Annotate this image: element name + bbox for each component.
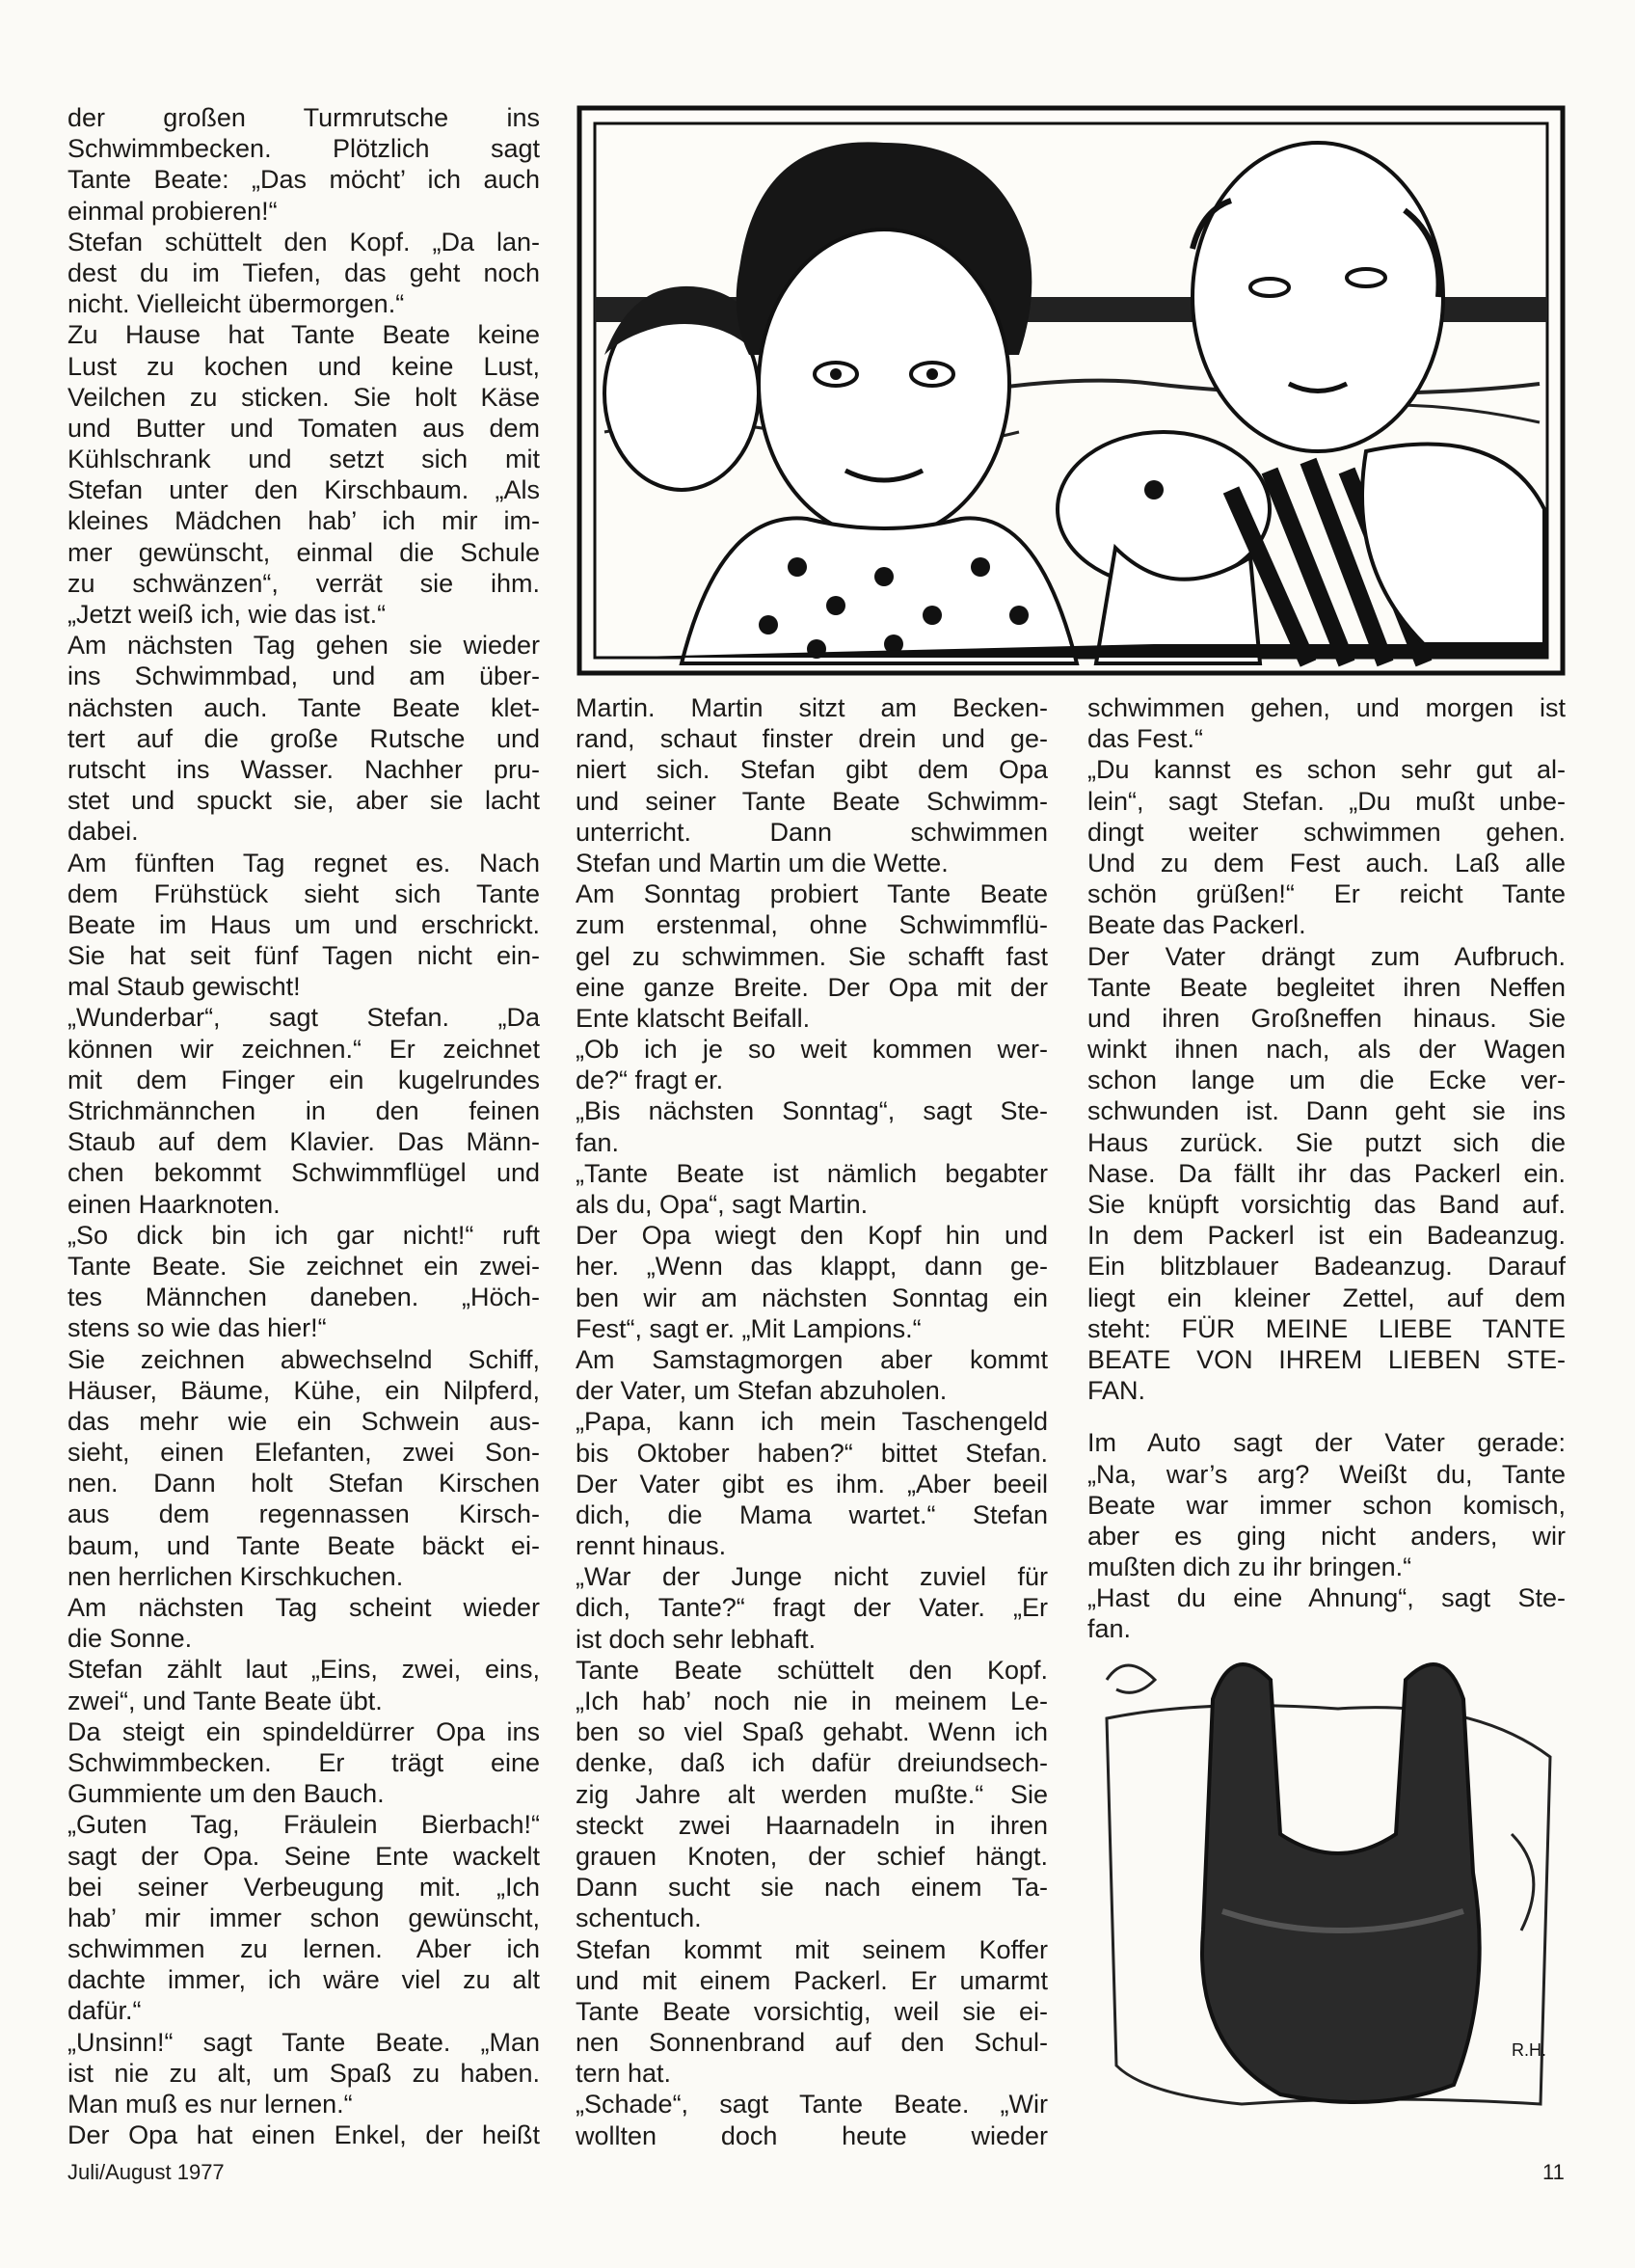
- paragraph: [67, 2027, 540, 2120]
- text-line: Der Opa hat einen Enkel, der heißt: [67, 2120, 540, 2150]
- text-line: Tante Beate vorsichtig, weil sie ei-: [576, 1996, 1048, 2026]
- text-line: Tante Beate: „Das möcht’ ich auch: [67, 165, 540, 195]
- text-line: fan.: [1087, 1614, 1132, 1644]
- text-line: sieht, einen Elefanten, zwei Son-: [67, 1438, 540, 1468]
- text-line: nicht. Vielleicht übermorgen.“: [67, 289, 405, 319]
- text-line: ben so viel Spaß gehabt. Wenn ich: [576, 1717, 1048, 1747]
- text-line: winkt ihnen nach, als der Wagen: [1087, 1035, 1566, 1065]
- text-line: Der Opa wiegt den Kopf hin und: [576, 1221, 1048, 1251]
- footer-issue-date: Juli/August 1977: [67, 2160, 225, 2184]
- paragraph: [1087, 1582, 1566, 1644]
- text-line: der Vater, um Stefan abzuholen.: [576, 1376, 948, 1406]
- text-line: dabei.: [67, 817, 139, 847]
- text-line: Tante Beate begleitet ihren Neffen: [1087, 972, 1566, 1002]
- text-line: Am nächsten Tag gehen sie wieder: [67, 631, 540, 661]
- paragraph: [576, 1655, 1048, 1934]
- text-line: Der Vater drängt zum Aufbruch.: [1087, 941, 1566, 971]
- text-line: zu schwänzen“, verrät sie ihm.: [67, 568, 540, 598]
- text-column-2: [576, 692, 1048, 2151]
- text-line: Am fünften Tag regnet es. Nach: [67, 848, 540, 878]
- text-line: Ein blitzblauer Badeanzug. Darauf: [1087, 1252, 1566, 1282]
- text-line: aber es ging nicht anders, wir: [1087, 1521, 1566, 1551]
- paragraph: [576, 1095, 1048, 1157]
- text-line: Beate im Haus um und erschrickt.: [67, 909, 540, 939]
- text-line: Tante Beate schüttelt den Kopf.: [576, 1655, 1048, 1685]
- text-line: das Fest.“: [1087, 724, 1204, 754]
- text-line: sagt der Opa. Seine Ente wackelt: [67, 1841, 540, 1871]
- text-line: schon lange um die Ecke ver-: [1087, 1066, 1566, 1095]
- text-line: rennt hinaus.: [576, 1531, 727, 1561]
- text-line: Dann sucht sie nach einem Ta-: [576, 1873, 1048, 1903]
- paragraph: [67, 1220, 540, 1344]
- paragraph: [67, 319, 540, 630]
- artist-signature: R.H.: [1512, 2040, 1546, 2060]
- paragraph: [576, 1034, 1048, 1095]
- text-line: steht: FÜR MEINE LIEBE TANTE: [1087, 1313, 1566, 1343]
- text-line: „So dick bin ich gar nicht!“ ruft: [67, 1220, 540, 1250]
- text-line: Man muß es nur lernen.“: [67, 2090, 353, 2119]
- text-line: baum, und Tante Beate bäckt ei-: [67, 1530, 540, 1560]
- text-line: Sie hat seit fünf Tagen nicht ein-: [67, 941, 540, 971]
- illustration-family-swimming: [576, 104, 1567, 677]
- text-line: stens so wie das hier!“: [67, 1313, 327, 1343]
- text-line: der großen Turmrutsche ins: [67, 103, 540, 132]
- text-line: hab’ mir immer schon gewünscht,: [67, 1903, 540, 1932]
- text-line: Stefan und Martin um die Wette.: [576, 848, 949, 878]
- text-line: das mehr wie ein Schwein aus-: [67, 1406, 540, 1436]
- text-line: dafür.“: [67, 1996, 142, 2026]
- text-line: denke, daß ich dafür dreiundsech-: [576, 1748, 1048, 1778]
- text-line: Lust zu kochen und keine Lust,: [67, 351, 540, 381]
- text-line: und mit einem Packerl. Er umarmt: [576, 1965, 1048, 1995]
- text-line: „War der Junge nicht zuviel für: [576, 1562, 1048, 1592]
- text-line: Ente klatscht Beifall.: [576, 1003, 811, 1033]
- text-line: dem Frühstück sieht sich Tante: [67, 878, 540, 908]
- illustration-swimsuit: [1087, 1641, 1567, 2123]
- text-line: einmal probieren!“: [67, 196, 278, 226]
- paragraph: [67, 630, 540, 847]
- paragraph: [576, 692, 1048, 878]
- page-number: 11: [1542, 2160, 1565, 2184]
- text-line: gel zu schwimmen. Sie schafft fast: [576, 941, 1048, 971]
- text-line: tern hat.: [576, 2059, 672, 2089]
- paragraph: [576, 1344, 1048, 1406]
- paragraph: [1087, 941, 1566, 1407]
- text-line: „Wunderbar“, sagt Stefan. „Da: [67, 1003, 540, 1033]
- text-line: Am Sonntag probiert Tante Beate: [576, 879, 1048, 909]
- text-line: niert sich. Stefan gibt dem Opa: [576, 755, 1048, 785]
- text-line: kleines Mädchen hab’ ich mir im-: [67, 506, 540, 536]
- text-line: schentuch.: [576, 1904, 702, 1933]
- text-line: ben wir am nächsten Sonntag ein: [576, 1282, 1048, 1312]
- text-line: dachte immer, ich wäre viel zu alt: [67, 1965, 540, 1995]
- text-line: nächsten auch. Tante Beate klet-: [67, 692, 540, 722]
- text-line: liegt ein kleiner Zettel, auf dem: [1087, 1282, 1566, 1312]
- text-line: „Na, war’s arg? Weißt du, Tante: [1087, 1459, 1566, 1489]
- text-column-3: [1087, 692, 1566, 1645]
- text-line: ist nie zu alt, um Spaß zu haben.: [67, 2058, 540, 2088]
- text-line: rand, schaut finster drein und ge-: [576, 724, 1048, 754]
- paragraph: [1087, 1427, 1566, 1582]
- text-line: und ihren Großneffen hinaus. Sie: [1087, 1003, 1566, 1033]
- paragraph: [67, 1716, 540, 1810]
- paragraph: [576, 878, 1048, 1034]
- text-line: mit dem Finger ein kugelrundes: [67, 1065, 540, 1094]
- text-line: BEATE VON IHREM LIEBEN STE-: [1087, 1344, 1566, 1374]
- text-line: Nase. Da fällt ihr das Packerl ein.: [1087, 1158, 1566, 1188]
- text-line: In dem Packerl ist ein Badeanzug.: [1087, 1221, 1566, 1251]
- text-line: fan.: [576, 1127, 620, 1157]
- text-line: „Guten Tag, Fräulein Bierbach!“: [67, 1810, 540, 1840]
- paragraph: [67, 1344, 540, 1593]
- paragraph: [576, 1220, 1048, 1344]
- paragraph: [67, 227, 540, 320]
- text-line: Schwimmbecken. Plötzlich sagt: [67, 134, 540, 164]
- text-line: ist doch sehr lebhaft.: [576, 1624, 817, 1654]
- text-line: zig Jahre alt werden mußte.“ Sie: [576, 1779, 1048, 1809]
- text-line: Stefan zählt laut „Eins, zwei, eins,: [67, 1655, 540, 1685]
- text-line: „Schade“, sagt Tante Beate. „Wir: [576, 2090, 1048, 2120]
- text-line: mal Staub gewischt!: [67, 972, 301, 1002]
- text-line: einen Haarknoten.: [67, 1189, 281, 1219]
- text-line: wollten doch heute wieder: [576, 2120, 1048, 2150]
- text-line: dich, die Mama wartet.“ Stefan: [576, 1499, 1048, 1529]
- text-line: die Sonne.: [67, 1624, 193, 1654]
- text-line: chen bekommt Schwimmflügel und: [67, 1158, 540, 1188]
- paragraph: [67, 1654, 540, 1715]
- text-line: Am Samstagmorgen aber kommt: [576, 1344, 1048, 1374]
- text-line: Strichmännchen in den feinen: [67, 1096, 540, 1125]
- text-line: Beate das Packerl.: [1087, 910, 1306, 940]
- text-line: Sie knüpft vorsichtig das Band auf.: [1087, 1190, 1566, 1219]
- text-line: rutscht ins Wasser. Nachher pru-: [67, 754, 540, 784]
- text-line: und seiner Tante Beate Schwimm-: [576, 786, 1048, 816]
- text-line: dich, Tante?“ fragt der Vater. „Er: [576, 1593, 1048, 1623]
- paragraph: [67, 848, 540, 1003]
- text-line: Sie zeichnen abwechselnd Schiff,: [67, 1344, 540, 1374]
- text-line: eine ganze Breite. Der Opa mit der: [576, 972, 1048, 1002]
- text-line: Haus zurück. Sie putzt sich die: [1087, 1127, 1566, 1157]
- text-line: ins Schwimmbad, und am über-: [67, 662, 540, 691]
- text-line: mer gewünscht, einmal die Schule: [67, 537, 540, 567]
- text-line: steckt zwei Haarnadeln in ihren: [576, 1810, 1048, 1840]
- paragraph: [576, 2089, 1048, 2150]
- text-line: FAN.: [1087, 1376, 1146, 1406]
- text-line: Häuser, Bäume, Kühe, ein Nilpferd,: [67, 1375, 540, 1405]
- paragraph: [67, 102, 540, 227]
- text-line: Am nächsten Tag scheint wieder: [67, 1593, 540, 1622]
- text-line: Da steigt ein spindeldürrer Opa ins: [67, 1716, 540, 1746]
- text-line: Fest“, sagt er. „Mit Lampions.“: [576, 1313, 922, 1343]
- paragraph: [576, 1561, 1048, 1655]
- text-line: Kühlschrank und setzt sich mit: [67, 445, 540, 474]
- text-line: Stefan kommt mit seinem Koffer: [576, 1934, 1048, 1964]
- text-line: Tante Beate. Sie zeichnet ein zwei-: [67, 1251, 540, 1281]
- text-line: zum erstenmal, ohne Schwimmflü-: [576, 910, 1048, 940]
- text-line: „Unsinn!“ sagt Tante Beate. „Man: [67, 2027, 540, 2057]
- text-line: dingt weiter schwimmen gehen.: [1087, 817, 1566, 847]
- text-line: aus dem regennassen Kirsch-: [67, 1499, 540, 1529]
- text-line: lein“, sagt Stefan. „Du mußt unbe-: [1087, 786, 1566, 816]
- text-line: „Ob ich je so weit kommen wer-: [576, 1035, 1048, 1065]
- text-line: können wir zeichnen.“ Er zeichnet: [67, 1034, 540, 1064]
- text-line: als du, Opa“, sagt Martin.: [576, 1190, 869, 1219]
- text-line: schwimmen gehen, und morgen ist: [1087, 693, 1566, 722]
- text-line: „Ich hab’ noch nie in meinem Le-: [576, 1687, 1048, 1715]
- text-line: stet und spuckt sie, aber sie lacht: [67, 786, 540, 816]
- paragraph: [576, 1934, 1048, 2090]
- text-line: bis Oktober haben?“ bittet Stefan.: [576, 1438, 1048, 1468]
- text-line: Im Auto sagt der Vater gerade:: [1087, 1428, 1566, 1458]
- text-line: „Bis nächsten Sonntag“, sagt Ste-: [576, 1096, 1048, 1126]
- paragraph: [67, 1592, 540, 1654]
- text-line: dest du im Tiefen, das geht noch: [67, 257, 540, 287]
- text-line: bei seiner Verbeugung mit. „Ich: [67, 1872, 540, 1902]
- text-line: unterricht. Dann schwimmen: [576, 817, 1048, 847]
- text-line: Beate war immer schon komisch,: [1087, 1490, 1566, 1520]
- text-line: mußten dich zu ihr bringen.“: [1087, 1552, 1412, 1582]
- text-line: Stefan schüttelt den Kopf. „Da lan-: [67, 227, 540, 256]
- text-line: tes Männchen daneben. „Höch-: [67, 1282, 540, 1312]
- paragraph: [1087, 754, 1566, 940]
- text-line: Staub auf dem Klavier. Das Männ-: [67, 1127, 540, 1157]
- text-line: nen. Dann holt Stefan Kirschen: [67, 1469, 540, 1498]
- text-line: „Papa, kann ich mein Taschengeld: [576, 1407, 1048, 1437]
- text-line: „Du kannst es schon sehr gut al-: [1087, 755, 1566, 785]
- text-line: „Tante Beate ist nämlich begabter: [576, 1158, 1048, 1188]
- text-line: de?“ fragt er.: [576, 1066, 724, 1095]
- text-line: schwunden ist. Dann geht sie ins: [1087, 1096, 1566, 1126]
- paragraph: [67, 2120, 540, 2150]
- text-column-1: [67, 102, 540, 2150]
- text-line: nen herrlichen Kirschkuchen.: [67, 1561, 404, 1591]
- text-line: Martin. Martin sitzt am Becken-: [576, 693, 1048, 722]
- text-line: her. „Wenn das klappt, dann ge-: [576, 1252, 1048, 1282]
- text-line: „Jetzt weiß ich, wie das ist.“: [67, 600, 387, 629]
- text-line: Veilchen zu sticken. Sie holt Käse: [67, 382, 540, 412]
- text-line: Schwimmbecken. Er trägt eine: [67, 1747, 540, 1777]
- text-line: zwei“, und Tante Beate übt.: [67, 1686, 383, 1715]
- text-line: schön grüßen!“ Er reicht Tante: [1087, 879, 1566, 909]
- paragraph: [1087, 692, 1566, 754]
- paragraph: [576, 1158, 1048, 1220]
- paragraph: [67, 1002, 540, 1219]
- paragraph: [576, 1406, 1048, 1561]
- text-line: Und zu dem Fest auch. Laß alle: [1087, 848, 1566, 878]
- text-line: Gummiente um den Bauch.: [67, 1779, 385, 1809]
- text-line: grauen Knoten, der schief hängt.: [576, 1841, 1048, 1871]
- text-line: „Hast du eine Ahnung“, sagt Ste-: [1087, 1583, 1566, 1613]
- text-line: Zu Hause hat Tante Beate keine: [67, 320, 540, 350]
- text-line: Der Vater gibt es ihm. „Aber beeil: [576, 1469, 1048, 1498]
- text-line: tert auf die große Rutsche und: [67, 723, 540, 753]
- text-line: Stefan unter den Kirschbaum. „Als: [67, 475, 540, 505]
- paragraph: [67, 1809, 540, 2026]
- text-line: schwimmen zu lernen. Aber ich: [67, 1934, 540, 1964]
- text-line: nen Sonnenbrand auf den Schul-: [576, 2028, 1048, 2058]
- text-line: und Butter und Tomaten aus dem: [67, 413, 540, 443]
